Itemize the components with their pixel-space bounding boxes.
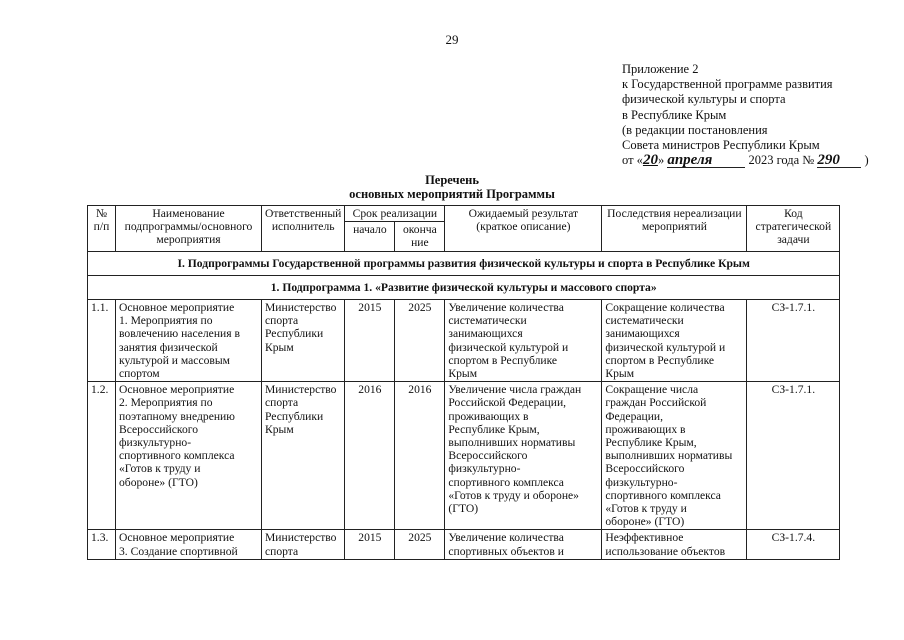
header-result: Ожидаемый результат (краткое описание) — [445, 206, 602, 252]
header-num: № п/п — [88, 206, 116, 252]
row-consequences-line: проживающих в — [605, 422, 686, 436]
table-row — [88, 382, 840, 530]
row-name — [116, 300, 262, 382]
row-num: 1.2. — [88, 382, 116, 530]
header-code: Код стратегической задачи — [747, 206, 840, 252]
row-code: СЗ-1.7.1. — [747, 382, 840, 530]
row-code: СЗ-1.7.4. — [747, 530, 840, 559]
row-result-line: Российской Федерации, — [448, 396, 567, 410]
row-result — [445, 382, 602, 530]
row-name — [116, 382, 262, 530]
row-consequences-line: Неэффективное — [605, 531, 684, 545]
row-consequences-line: спортивного комплекса — [605, 488, 721, 502]
row-consequences-line: систематически — [605, 314, 684, 328]
row-result-line: (ГТО) — [448, 502, 479, 516]
row-result-line: проживающих в — [448, 409, 529, 423]
header-end: оконча ние — [395, 222, 445, 251]
measures-table — [87, 205, 840, 560]
row-consequences-line: физкультурно- — [605, 475, 678, 489]
appendix-line: в Республике Крым — [622, 107, 727, 122]
row-responsible-line: спорта — [265, 396, 299, 410]
row-consequences-line: Всероссийского — [605, 462, 685, 476]
row-responsible — [262, 382, 345, 530]
row-result-line: спортивных объектов и — [448, 544, 564, 558]
row-consequences-line: Крым — [605, 367, 635, 381]
header-name: Наименование подпрограммы/основного мероприятия — [116, 206, 262, 252]
row-consequences — [602, 300, 747, 382]
header-consequences: Последствия нереализации мероприятий — [602, 206, 747, 252]
row-consequences-line: выполнивших нормативы — [605, 449, 733, 463]
row-responsible-line: Министерство — [265, 531, 337, 545]
row-result-line: спортивного комплекса — [448, 475, 564, 489]
row-result-line: выполнивших нормативы — [448, 436, 576, 450]
row-name-line: обороне» (ГТО) — [119, 475, 198, 489]
row-name-line: вовлечению населения в — [119, 327, 240, 341]
row-consequences-line: спортом в Республике — [605, 353, 715, 367]
row-name-line: физкультурно- — [119, 436, 192, 450]
row-start: 2015 — [345, 530, 395, 559]
row-responsible-line: Министерство — [265, 301, 337, 315]
date-prefix: от « — [622, 153, 643, 168]
row-result-line: Крым — [448, 367, 478, 381]
row-start: 2016 — [345, 382, 395, 530]
appendix-block — [622, 62, 892, 168]
header-start: начало — [345, 222, 395, 251]
row-result-line: спортом в Республике — [448, 353, 558, 367]
row-num: 1.1. — [88, 300, 116, 382]
page-number: 29 — [445, 32, 459, 47]
row-consequences-line: «Готов к труду и — [605, 502, 687, 516]
appendix-line: к Государственной программе развития — [622, 77, 833, 92]
title-line-1: Перечень — [425, 173, 479, 187]
table-header-row — [88, 206, 840, 222]
row-result — [445, 530, 602, 559]
row-result-line: Всероссийского — [448, 449, 528, 463]
row-start: 2015 — [345, 300, 395, 382]
row-name-line: 2. Мероприятия по — [119, 396, 213, 410]
row-consequences-line: физической культурой и — [605, 340, 726, 354]
row-end: 2025 — [395, 530, 445, 559]
row-consequences — [602, 382, 747, 530]
date-number: 290 — [817, 154, 861, 168]
row-name-line: спортивного комплекса — [119, 449, 235, 463]
appendix-line: физической культуры и спорта — [622, 92, 786, 107]
subprogram-title: 1. Подпрограмма 1. «Развитие физической культуры и массового спорта» — [88, 275, 840, 299]
row-name-line: Всероссийского — [119, 422, 198, 436]
date-month: апреля — [667, 154, 745, 168]
appendix-date-line — [622, 153, 892, 168]
date-day: 20 — [642, 152, 658, 169]
row-name-line: Основное мероприятие — [119, 531, 235, 545]
row-responsible-line: Крым — [265, 340, 294, 354]
row-responsible-line: Республики — [265, 327, 324, 341]
row-result-line: «Готов к труду и обороне» — [448, 488, 579, 502]
row-name-line: занятия физической — [119, 340, 218, 354]
row-result-line: физической культурой и — [448, 340, 569, 354]
row-consequences-line: Сокращение количества — [605, 301, 725, 315]
row-result-line: Увеличение количества — [448, 531, 564, 545]
row-name-line: 1. Мероприятия по — [119, 314, 213, 328]
row-num: 1.3. — [88, 530, 116, 559]
section-title: I. Подпрограммы Государственной программы развития физической культуры и спорта в Республике Крым — [88, 251, 840, 275]
subprogram-row — [88, 275, 840, 299]
date-mid: » — [657, 153, 665, 168]
table-row — [88, 300, 840, 382]
row-name-line: Основное мероприятие — [119, 383, 235, 397]
row-name — [116, 530, 262, 559]
row-consequences-line: Сокращение числа — [605, 383, 699, 397]
row-responsible — [262, 530, 345, 559]
row-result-line: Увеличение числа граждан — [448, 383, 582, 397]
row-name-line: 3. Создание спортивной — [119, 544, 238, 558]
document-title — [0, 173, 904, 201]
appendix-line: (в редакции постановления — [622, 122, 768, 137]
row-consequences-line: граждан Российской — [605, 396, 707, 410]
row-end: 2016 — [395, 382, 445, 530]
row-name-line: поэтапному внедрению — [119, 409, 235, 423]
row-consequences-line: Федерации, — [605, 409, 664, 423]
row-name-line: Основное мероприятие — [119, 301, 235, 315]
row-responsible-line: Крым — [265, 422, 294, 436]
row-name-line: «Готов к труду и — [119, 462, 201, 476]
date-suffix: ) — [864, 153, 869, 168]
row-result-line: Республике Крым, — [448, 422, 540, 436]
row-responsible-line: Министерство — [265, 383, 337, 397]
appendix-line: Совета министров Республики Крым — [622, 138, 820, 153]
appendix-line: Приложение 2 — [622, 62, 699, 76]
row-code: СЗ-1.7.1. — [747, 300, 840, 382]
row-responsible-line: спорта — [265, 314, 299, 328]
header-responsible: Ответственный исполнитель — [262, 206, 345, 252]
date-year: 2023 года № — [748, 153, 815, 168]
row-result-line: занимающихся — [448, 327, 523, 341]
row-responsible-line: спорта — [265, 544, 299, 558]
row-consequences-line: использование объектов — [605, 544, 726, 558]
title-line-2: основных мероприятий Программы — [349, 187, 555, 201]
row-consequences-line: занимающихся — [605, 327, 680, 341]
row-consequences-line: Республике Крым, — [605, 436, 697, 450]
row-result-line: физкультурно- — [448, 462, 521, 476]
row-end: 2025 — [395, 300, 445, 382]
row-consequences-line: обороне» (ГТО) — [605, 515, 685, 529]
row-responsible — [262, 300, 345, 382]
table-row — [88, 530, 840, 559]
row-responsible-line: Республики — [265, 409, 324, 423]
row-result-line: систематически — [448, 314, 527, 328]
row-consequences — [602, 530, 747, 559]
row-name-line: спортом — [119, 367, 160, 381]
row-result-line: Увеличение количества — [448, 301, 564, 315]
header-period: Срок реализации — [345, 206, 445, 222]
section-row — [88, 251, 840, 275]
row-name-line: культурой и массовым — [119, 353, 230, 367]
row-result — [445, 300, 602, 382]
